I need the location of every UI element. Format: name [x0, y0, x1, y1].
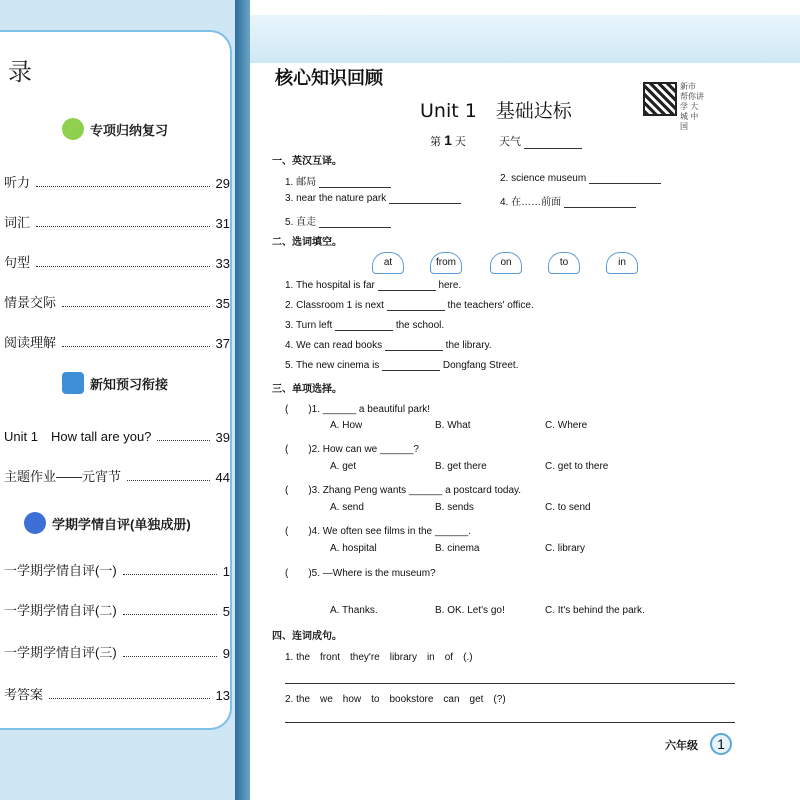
section-preview [62, 372, 168, 394]
word-on: on [490, 252, 522, 274]
q1-item: 2. science museum [500, 173, 661, 184]
weather-field[interactable] [524, 139, 582, 149]
q3-stem: ( )1. ______ a beautiful park! [285, 404, 431, 415]
answer-blank[interactable] [382, 361, 440, 371]
option[interactable]: B. cinema [435, 543, 480, 554]
day-line: 第 1 天 天气 [430, 132, 582, 149]
section-label: 专项归纳复习 [90, 122, 169, 138]
right-page [250, 0, 800, 800]
answer-blank[interactable] [319, 218, 391, 228]
answer-blank[interactable] [387, 301, 445, 311]
q3-stem: ( )5. —Where is the museum? [285, 568, 436, 579]
option[interactable]: B. OK. Let's go! [435, 605, 505, 616]
option[interactable]: C. get to there [545, 461, 609, 472]
toc-entry[interactable]: Unit 1 How tall are you? 39 [4, 429, 230, 445]
left-page [0, 0, 245, 800]
option[interactable]: C. It's behind the park. [545, 605, 645, 616]
toc-entry[interactable]: 考答案 13 [4, 687, 230, 703]
option[interactable]: B. sends [435, 502, 474, 513]
q1-item: 5. 直走 [285, 213, 391, 228]
q1-item: 3. near the nature park [285, 193, 461, 204]
q2-title: 二、选词填空。 [272, 237, 342, 248]
word-in: in [606, 252, 638, 274]
option[interactable]: B. What [435, 420, 471, 431]
toc-entry[interactable]: 主题作业——元宵节 44 [4, 469, 230, 485]
toc-entry[interactable]: 词汇 31 [4, 215, 230, 231]
option[interactable]: B. get there [435, 461, 487, 472]
answer-line[interactable] [285, 683, 735, 684]
q4-item: 2. the we how to bookstore can get (?) [285, 694, 506, 705]
toc-entry[interactable]: 听力 29 [4, 175, 230, 191]
answer-blank[interactable] [378, 281, 436, 291]
answer-blank[interactable] [335, 321, 393, 331]
page-number: 1 [710, 733, 732, 755]
hat-icon [24, 512, 46, 534]
q2-item: 4. We can read books the library. [285, 340, 492, 351]
word-from: from [430, 252, 462, 274]
q3-stem: ( )4. We often see films in the ______. [285, 526, 472, 537]
section-header: 核心知识回顾 [275, 68, 383, 89]
unit-title: Unit 1 基础达标 [420, 100, 572, 122]
option[interactable]: A. hospital [330, 543, 377, 554]
answer-blank[interactable] [389, 194, 461, 204]
answer-blank[interactable] [564, 198, 636, 208]
option[interactable]: A. How [330, 420, 363, 431]
winter-banner [250, 15, 800, 63]
q1-title: 一、英汉互译。 [272, 156, 342, 167]
answer-blank[interactable] [319, 178, 391, 188]
q2-item: 2. Classroom 1 is next the teachers' office. [285, 300, 534, 311]
boot-icon [62, 372, 84, 394]
section-review [62, 118, 168, 140]
option[interactable]: A. get [330, 461, 357, 472]
section-label: 学期学情自评(单独成册) [52, 516, 191, 532]
toc-entry[interactable]: 阅读理解 37 [4, 335, 230, 351]
q2-item: 5. The new cinema is Dongfang Street. [285, 360, 519, 371]
answer-blank[interactable] [589, 174, 661, 184]
toc-entry[interactable]: 一学期学情自评(三) 9 [4, 645, 230, 661]
section-label: 新知预习衔接 [90, 376, 169, 392]
qr-caption: 新市 帮你讲 学 大城 中国 [680, 82, 704, 131]
option[interactable]: C. to send [545, 502, 591, 513]
q1-item: 4. 在……前面 [500, 193, 636, 208]
word-to: to [548, 252, 580, 274]
q2-item: 3. Turn left the school. [285, 320, 445, 331]
qr-code-icon[interactable] [643, 82, 677, 116]
toc-title: 录 [8, 58, 32, 86]
answer-blank[interactable] [385, 341, 443, 351]
q3-stem: ( )2. How can we ______? [285, 444, 419, 455]
plant-icon [62, 118, 84, 140]
option[interactable]: A. send [330, 502, 364, 513]
option[interactable]: A. Thanks. [330, 605, 378, 616]
answer-line[interactable] [285, 722, 735, 723]
toc-entry[interactable]: 一学期学情自评(二) 5 [4, 603, 230, 619]
toc-entry[interactable]: 一学期学情自评(一) 1 [4, 563, 230, 579]
q2-item: 1. The hospital is far here. [285, 280, 462, 291]
q4-item: 1. the front they're library in of (.) [285, 652, 473, 663]
q4-title: 四、连词成句。 [272, 631, 342, 642]
q1-item: 1. 邮局 [285, 173, 391, 188]
q3-stem: ( )3. Zhang Peng wants ______ a postcard today. [285, 485, 522, 496]
toc-entry[interactable]: 句型 33 [4, 255, 230, 271]
option[interactable]: C. Where [545, 420, 588, 431]
toc-entry[interactable]: 情景交际 35 [4, 295, 230, 311]
section-self-eval [24, 512, 191, 534]
word-at: at [372, 252, 404, 274]
q3-title: 三、单项选择。 [272, 384, 342, 395]
option[interactable]: C. library [545, 543, 586, 554]
grade-label: 六年级 [665, 740, 698, 752]
